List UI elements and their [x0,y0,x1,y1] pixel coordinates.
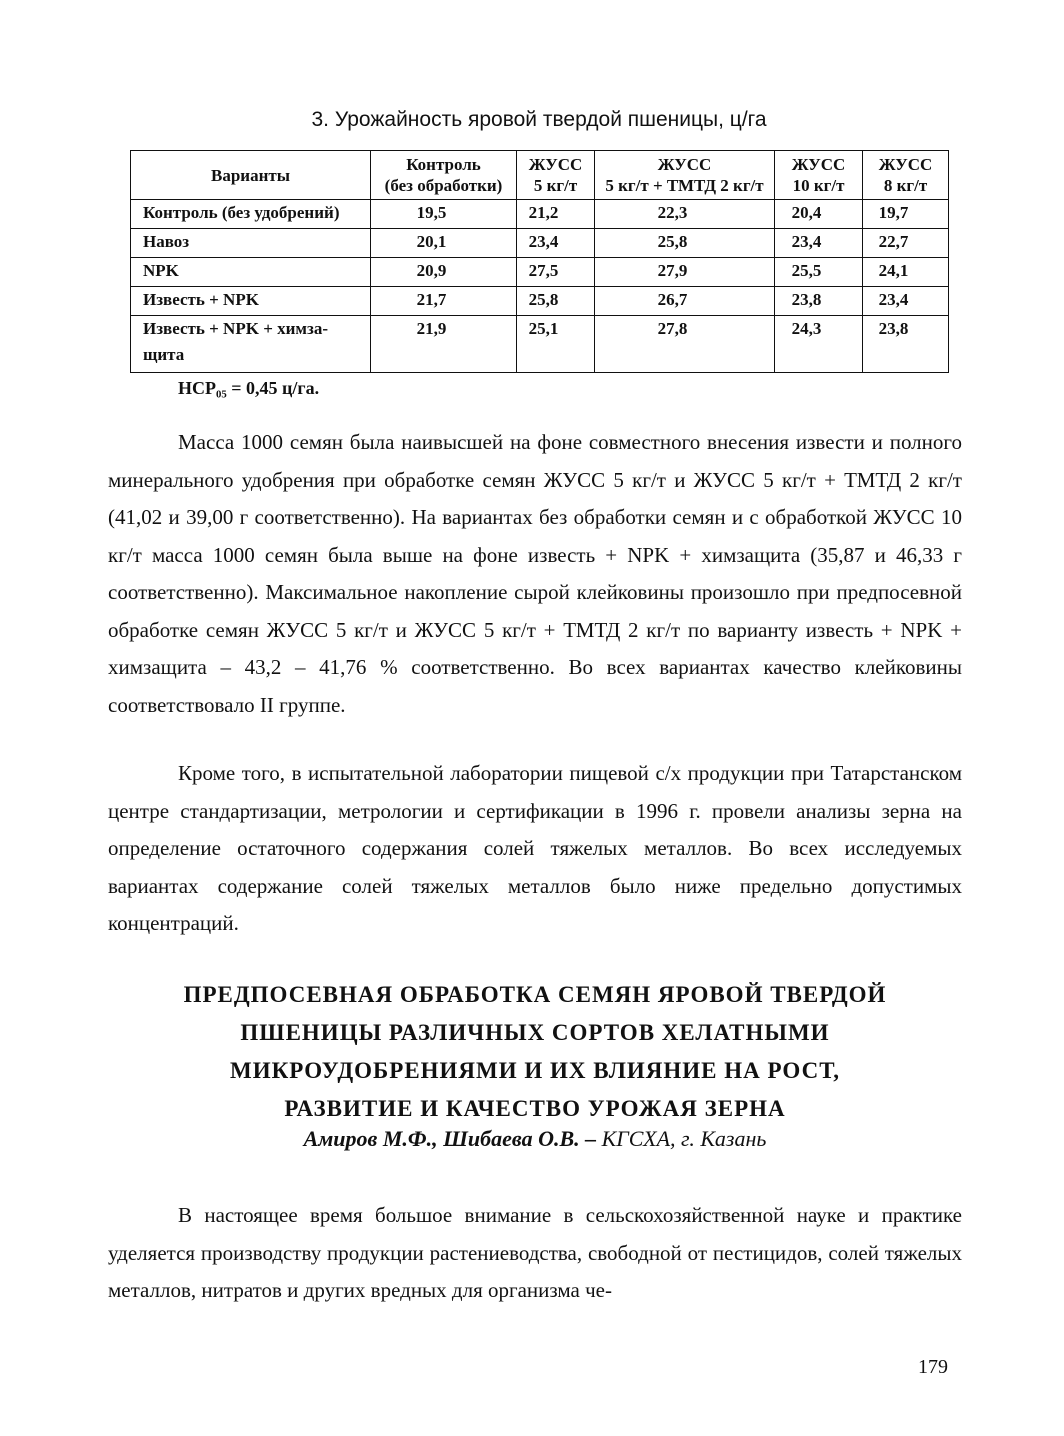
article-intro: В настоящее время большое внимание в сельскохозяйственной науке и практике уделяется производству продукции растениеводства, свободной от пестицидов, солей тяжелых металлов, нитратов и других вредных для организма че- [108,1203,962,1302]
value-cell: 23,8 [775,287,863,316]
value-cell: 20,9 [371,258,517,287]
value-cell: 19,7 [863,200,949,229]
header-sublabel: 5 кг/т [533,176,578,195]
value-cell: 21,7 [371,287,517,316]
value-cell: 20,4 [775,200,863,229]
value-cell: 21,2 [517,200,595,229]
value-cell: 22,3 [595,200,775,229]
value-cell: 27,9 [595,258,775,287]
author-names: Амиров М.Ф., Шибаева О.В. – [303,1126,597,1151]
value-cell: 24,1 [863,258,949,287]
value-cell: 25,8 [517,287,595,316]
title-line: МИКРОУДОБРЕНИЯМИ И ИХ ВЛИЯНИЕ НА РОСТ, [230,1058,840,1083]
table-note: НСР₀₅ = 0,45 ц/га. [178,378,320,398]
header-label: ЖУСС [791,155,846,174]
value-cell: 20,1 [371,229,517,258]
title-line: ПРЕДПОСЕВНАЯ ОБРАБОТКА СЕМЯН ЯРОВОЙ ТВЕРДОЙ [183,982,887,1007]
header-sublabel: 8 кг/т [883,176,928,195]
value-cell: 25,8 [595,229,775,258]
header-label: ЖУСС [657,155,712,174]
value-cell: 27,5 [517,258,595,287]
value-cell: 24,3 [775,316,863,373]
table-row [131,287,949,316]
value-cell: 23,4 [775,229,863,258]
table-row [131,200,949,229]
title-line: РАЗВИТИЕ И КАЧЕСТВО УРОЖАЯ ЗЕРНА [284,1096,786,1121]
article-title [108,976,962,1128]
value-cell: 23,4 [517,229,595,258]
variant-cell: Контроль (без удобрений) [131,200,371,229]
title-line: ПШЕНИЦЫ РАЗЛИЧНЫХ СОРТОВ ХЕЛАТНЫМИ [240,1020,830,1045]
variant-cell: NPK [131,258,371,287]
header-zhuss-5-tmtd [595,151,775,200]
paragraph: Масса 1000 семян была наивысшей на фоне совместного внесения извести и полного минерального удобрения при обработке семян ЖУСС 5 кг/т и ЖУСС 5 кг/т + ТМТД 2 кг/т (41,02 и 39,00 г соответственно). На вариантах без обработки семян и с обработкой ЖУСС 10 кг/т масса 1000 семян была выше на фоне известь + NPK + химзащита (35,87 и 46,33 г соответственно). Максимальное накопление сырой клейковины произошло при предпосевной обработке семян ЖУСС 5 кг/т и ЖУСС 5 кг/т + ТМТД 2 кг/т по варианту известь + NPK + химзащита – 43,2 – 41,76 % соответственно. Во всех вариантах качество клейковины соответствовало II группе. [108,430,962,717]
table-caption: 3. Урожайность яровой твердой пшеницы, ц/га [311,108,767,131]
yield-table [130,150,949,373]
header-label: ЖУСС [878,155,933,174]
table-row [131,229,949,258]
header-sublabel: 10 кг/т [792,176,845,195]
page-number: 179 [918,1356,948,1378]
value-cell: 23,8 [863,316,949,373]
article-authors [108,1126,962,1152]
table-row [131,316,949,373]
variant-cell: Известь + NPK [131,287,371,316]
header-zhuss-10 [775,151,863,200]
header-label: Контроль [406,155,481,174]
value-cell: 25,1 [517,316,595,373]
header-zhuss-5 [517,151,595,200]
table-header-row [131,151,949,200]
variant-cell: Навоз [131,229,371,258]
table-row [131,258,949,287]
author-institution: КГСХА, г. Казань [601,1126,767,1151]
value-cell: 21,9 [371,316,517,373]
value-cell: 22,7 [863,229,949,258]
value-cell: 26,7 [595,287,775,316]
value-cell: 25,5 [775,258,863,287]
header-zhuss-8 [863,151,949,200]
header-label: Варианты [210,165,290,185]
value-cell: 23,4 [863,287,949,316]
header-sublabel: 5 кг/т + ТМТД 2 кг/т [605,176,764,195]
variant-cell: Известь + NPK + химза-щита [131,316,371,373]
value-cell: 27,8 [595,316,775,373]
paragraph: Кроме того, в испытательной лаборатории пищевой с/х продукции при Татарстанском центре стандартизации, метрологии и сертификации в 1996 г. провели анализы зерна на определение остаточного содержания солей тяжелых металлов. Во всех исследуемых вариантах содержание солей тяжелых металлов было ниже предельно допустимых концентраций. [108,761,962,935]
header-sublabel: (без обработки) [384,176,503,195]
header-control [371,151,517,200]
header-label: ЖУСС [528,155,583,174]
header-variants [131,151,371,200]
value-cell: 19,5 [371,200,517,229]
